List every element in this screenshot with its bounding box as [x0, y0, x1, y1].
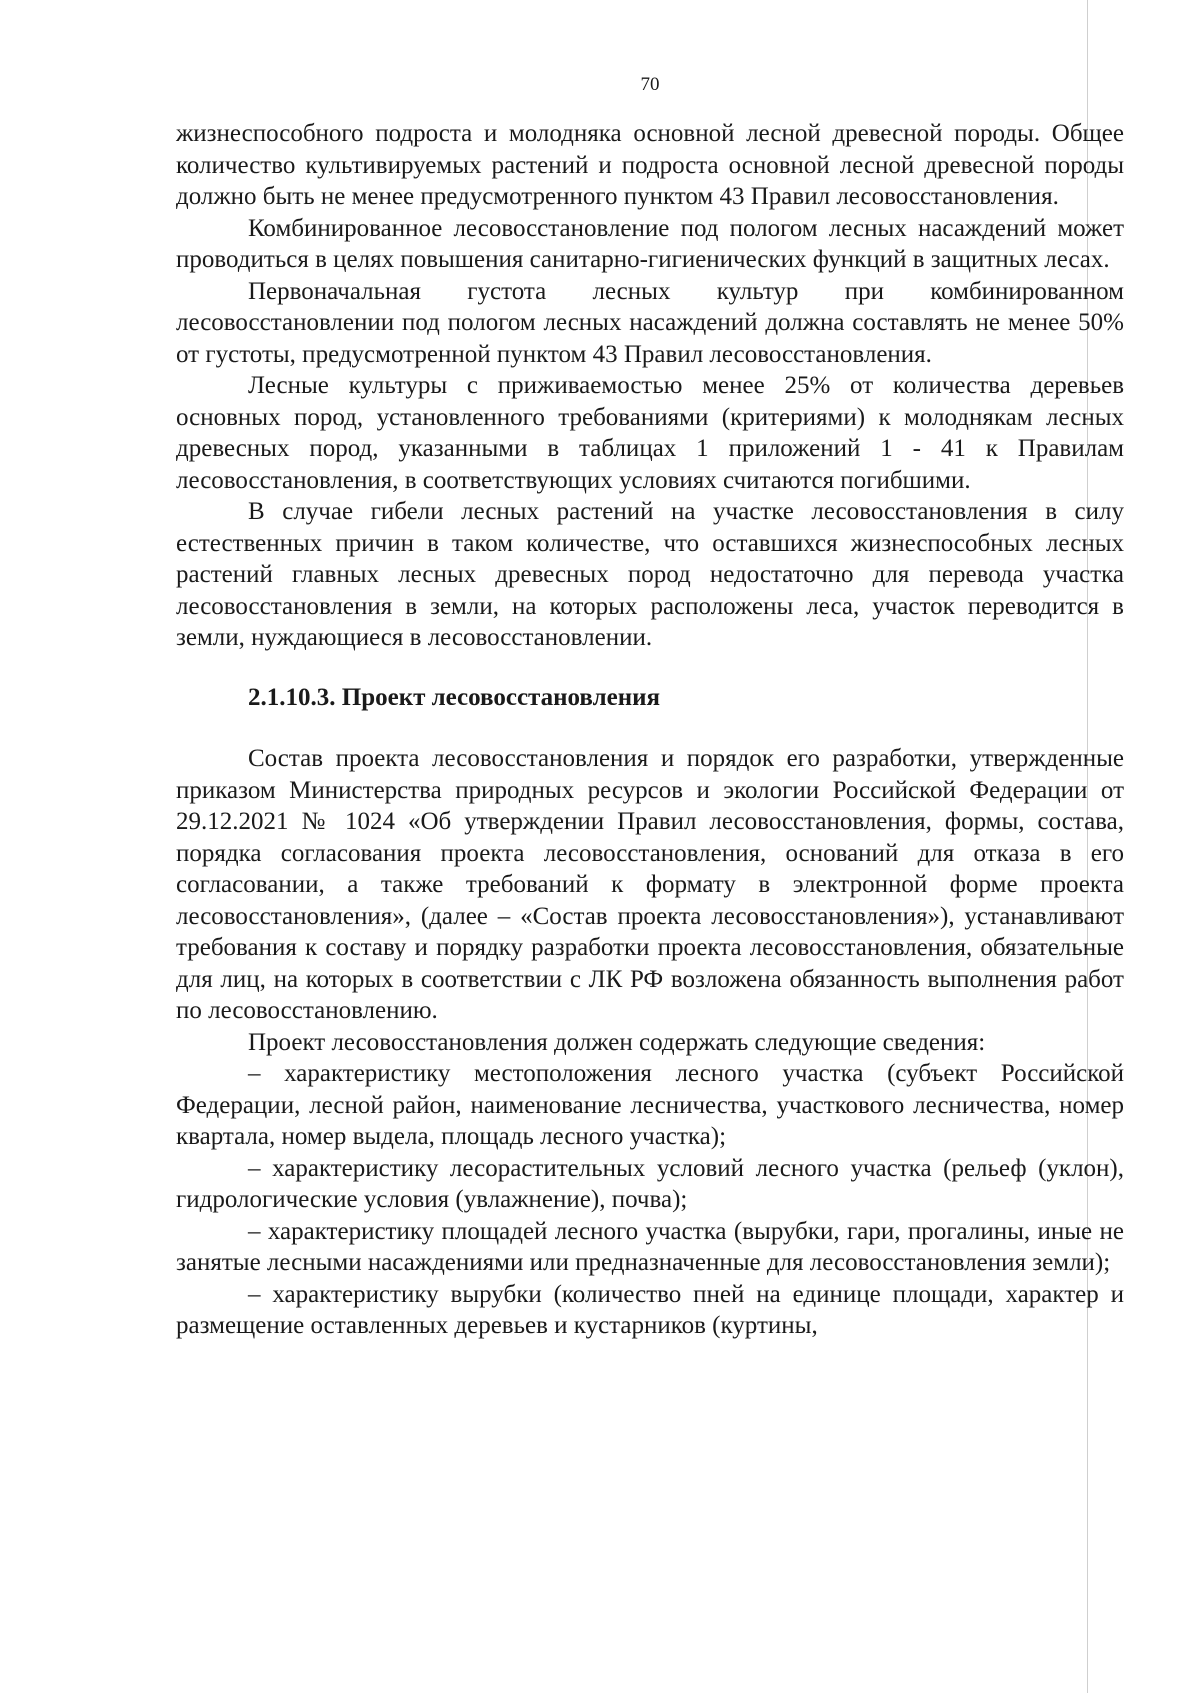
document-body	[176, 118, 1124, 1342]
list-item: – характеристику лесорастительных условий лесного участка (рельеф (уклон), гидрологические условия (увлажнение), почва);	[176, 1154, 1124, 1213]
section-heading: 2.1.10.3. Проект лесовосстановления	[248, 683, 661, 711]
paragraph: Первоначальная густота лесных культур при комбинированном лесовосстановлении под пологом лесных насаждений должна составлять не менее 50% от густоты, предусмотренной пунктом 43 Правил лесовосстановления.	[176, 277, 1124, 368]
paragraph: Комбинированное лесовосстановление под пологом лесных насаждений может проводиться в целях повышения санитарно-гигиенических функций в защитных лесах.	[176, 214, 1124, 273]
paragraph: Лесные культуры с приживаемостью менее 25% от количества деревьев основных пород, установленного требованиями (критериями) к молоднякам лесных древесных пород, указанными в таблицах 1 приложений 1 - 41 к Правилам лесовосстановления, в соответствующих условиях считаются погибшими.	[176, 372, 1124, 494]
paragraph: Состав проекта лесовосстановления и порядок его разработки, утвержденные приказом Министерства природных ресурсов и экологии Российской Федерации от 29.12.2021 № 1024 «Об утверждении Правил лесовосстановления, формы, состава, порядка согласования проекта лесовосстановления, оснований для отказа в его согласовании, а также требований к формату в электронной форме проекта лесовосстановления», (далее – «Состав проекта лесовосстановления»), устанавливают требования к составу и порядку разработки проекта лесовосстановления, обязательные для лиц, на которых в соответствии с ЛК РФ возложена обязанность выполнения работ по лесовосстановлению.	[176, 745, 1124, 1024]
page-number: 70	[640, 74, 660, 95]
list-item: – характеристику местоположения лесного участка (субъект Российской Федерации, лесной район, наименование лесничества, участкового лесничества, номер квартала, номер выдела, площадь лесного участка);	[176, 1060, 1124, 1150]
paragraph-continuation: жизнеспособного подроста и молодняка основной лесной древесной породы. Общее количество культивируемых растений и подроста основной лесной древесной породы должно быть не менее предусмотренного пунктом 43 Правил лесовосстановления.	[176, 120, 1124, 210]
list-item: – характеристику площадей лесного участка (вырубки, гари, прогалины, иные не занятые лесными насаждениями или предназначенные для лесовосстановления земли);	[176, 1217, 1124, 1276]
list-item: – характеристику вырубки (количество пней на единице площади, характер и размещение оставленных деревьев и кустарников (куртины,	[176, 1280, 1124, 1339]
paragraph: В случае гибели лесных растений на участке лесовосстановления в силу естественных причин в таком количестве, что оставшихся жизнеспособных лесных растений главных лесных древесных пород недостаточно для перевода участка лесовосстановления в земли, на которых расположены леса, участок переводится в земли, нуждающиеся в лесовосстановлении.	[176, 498, 1124, 651]
paragraph: Проект лесовосстановления должен содержать следующие сведения:	[248, 1028, 986, 1056]
